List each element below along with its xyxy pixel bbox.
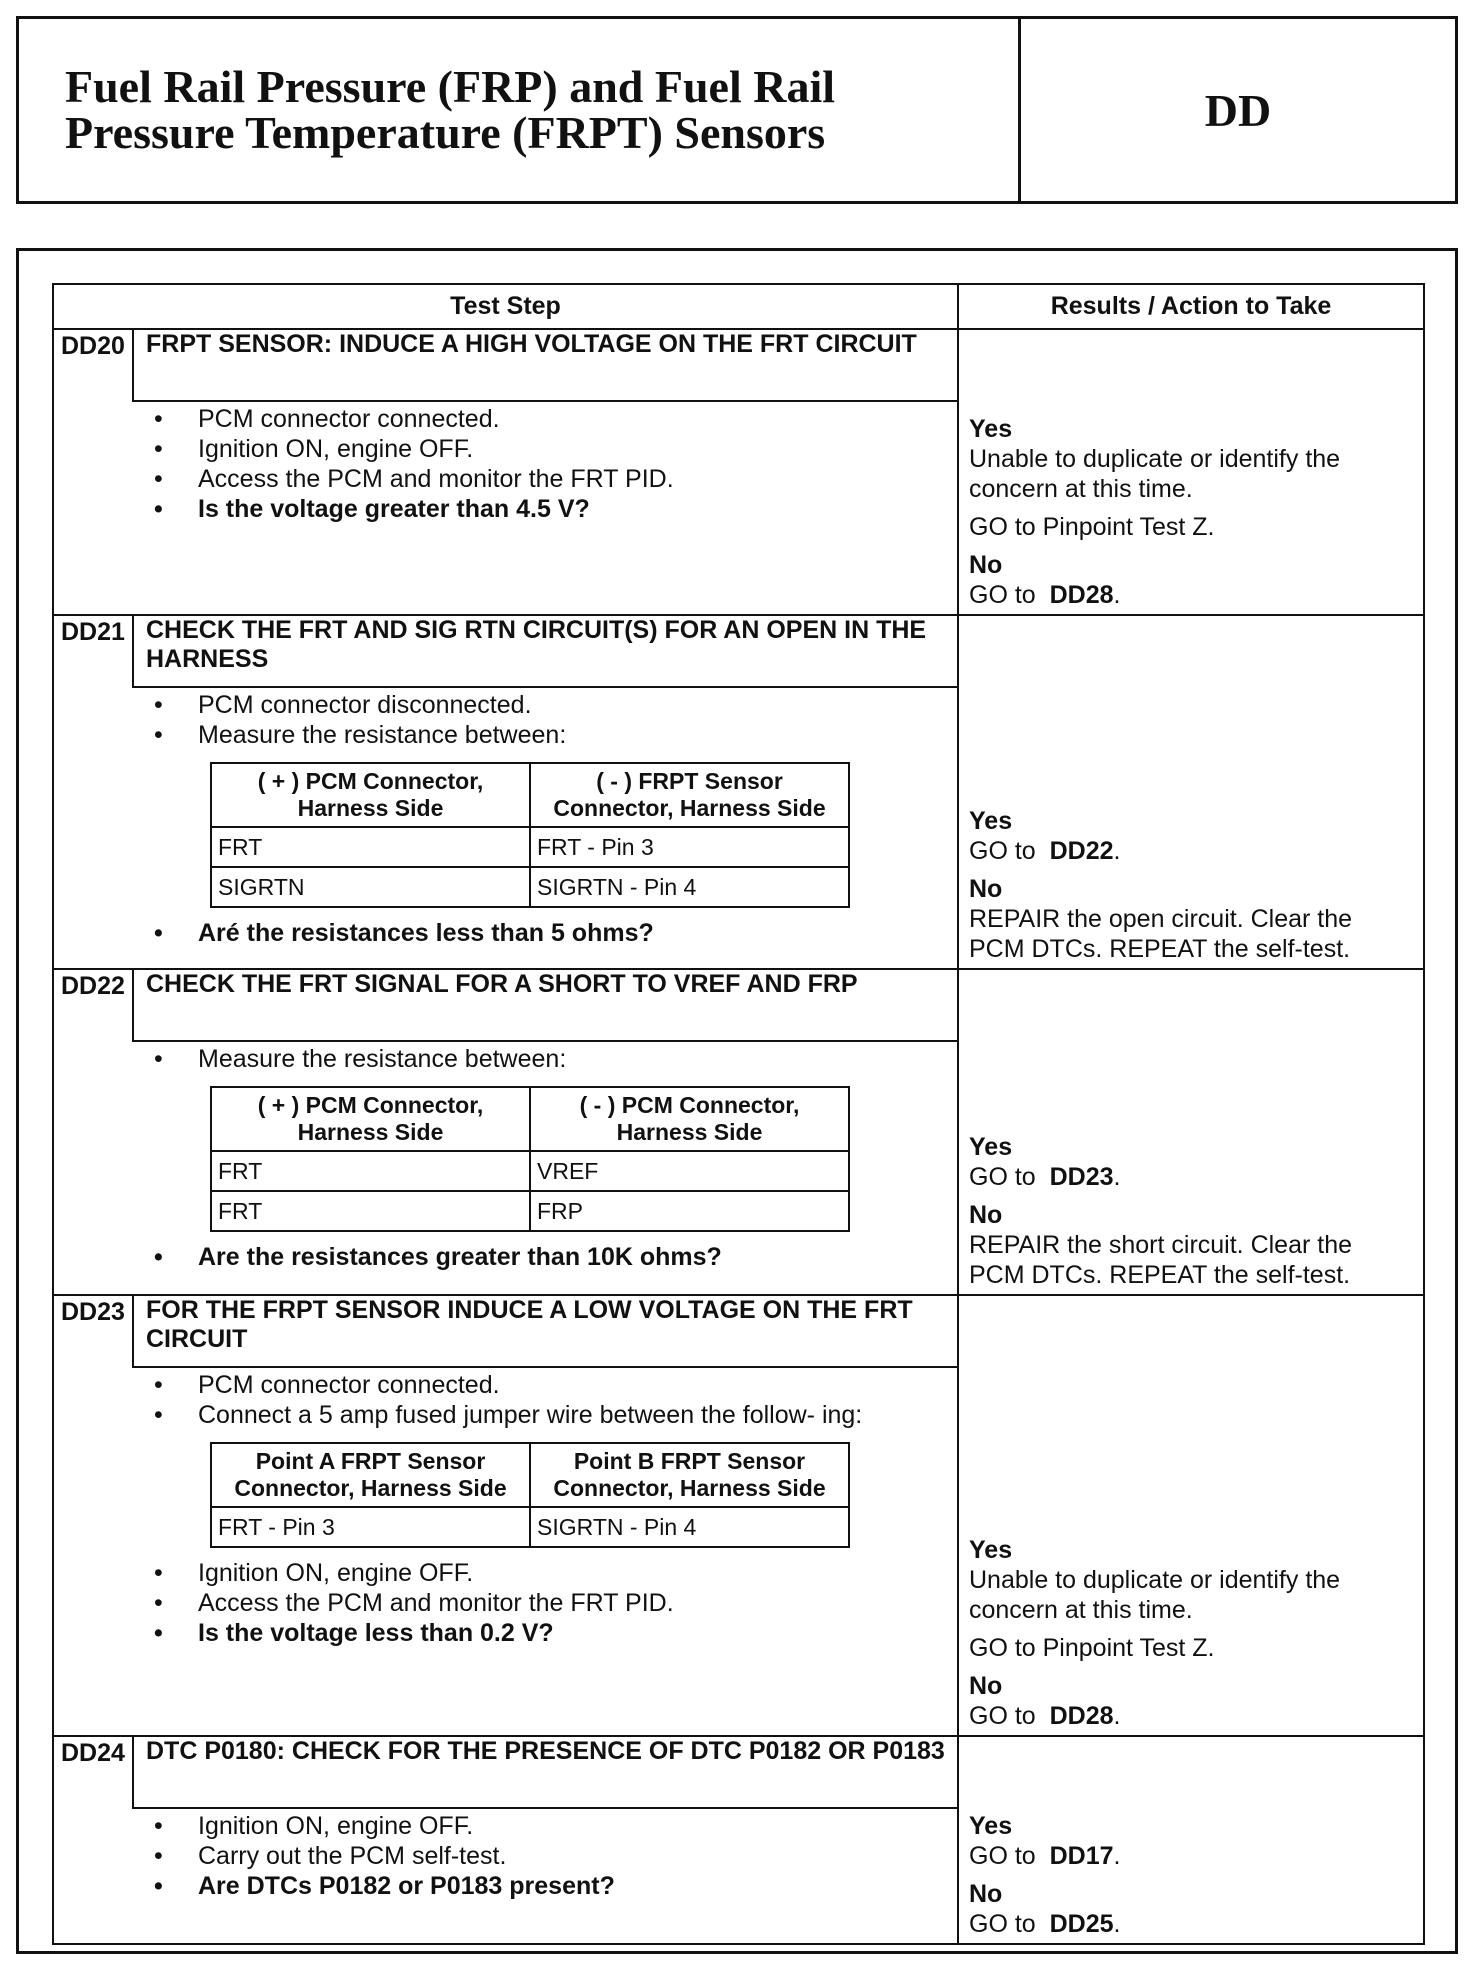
yes-action-ref: DD17: [1049, 1842, 1114, 1870]
yes-action-ref: DD22: [1049, 837, 1114, 865]
list-item: • Ignition ON, engine OFF.: [154, 1558, 957, 1588]
table-cell: FRP: [530, 1191, 849, 1231]
no-action-ref: DD28: [1049, 581, 1114, 609]
step-id: DD20: [54, 328, 134, 402]
no-action-suffix: .: [1113, 1910, 1121, 1938]
test-step-table: [52, 283, 1425, 1945]
yes-text: Unable to duplicate or identify the concern at this time.: [969, 1566, 1341, 1624]
table-cell: FRT: [211, 1191, 530, 1231]
yes-text: Unable to duplicate or identify the concern at this time.: [969, 445, 1341, 503]
results-cell: [959, 968, 1423, 1294]
no-label: No: [969, 1201, 1003, 1229]
no-action-suffix: .: [1113, 581, 1121, 609]
step-body: [54, 1042, 957, 1294]
table-cell: SIGRTN: [211, 867, 530, 907]
table-row: [211, 827, 849, 867]
no-text: REPAIR the open circuit. Clear the PCM DTCs. REPEAT the self-test.: [969, 905, 1353, 963]
section-code: DD: [1204, 84, 1272, 136]
results-cell: [959, 614, 1423, 968]
test-step-column-header: Test Step: [54, 285, 959, 328]
step-id: DD22: [54, 968, 134, 1042]
step-heading: FOR THE FRPT SENSOR INDUCE A LOW VOLTAGE ON THE FRT CIRCUIT: [134, 1294, 957, 1368]
step-question-list: [154, 1242, 957, 1272]
no-action-suffix: .: [1113, 1702, 1121, 1730]
table-header-row: [54, 285, 1423, 330]
step-dd21: [54, 614, 1423, 970]
column-header: ( + ) PCM Connector, Harness Side: [211, 1087, 530, 1151]
step-dd22: [54, 968, 1423, 1296]
table-row: [211, 867, 849, 907]
step-question: • Are the resistances greater than 10K ohms?: [154, 1242, 957, 1272]
results-cell: [959, 1294, 1423, 1735]
step-question: • Aré the resistances less than 5 ohms?: [154, 918, 957, 948]
table-cell: FRT - Pin 3: [530, 827, 849, 867]
table-row: [211, 1191, 849, 1231]
step-body: [54, 1368, 957, 1735]
page-header: [16, 16, 1458, 204]
measurement-table: [210, 762, 850, 908]
test-step-cell: [54, 1294, 959, 1735]
no-action-prefix: GO to: [969, 1910, 1036, 1938]
page-title: [19, 19, 1021, 201]
table-header-row: [211, 1087, 849, 1151]
no-label: No: [969, 1880, 1003, 1908]
no-action-ref: DD25: [1049, 1910, 1114, 1938]
column-header: Point B FRPT Sensor Connector, Harness Side: [530, 1443, 849, 1507]
column-header: ( - ) FRPT Sensor Connector, Harness Side: [530, 763, 849, 827]
yes-label: Yes: [969, 1133, 1013, 1161]
column-header: Point A FRPT Sensor Connector, Harness Side: [211, 1443, 530, 1507]
yes-action-prefix: GO to: [969, 1842, 1036, 1870]
results-column-header: Results / Action to Take: [1050, 292, 1332, 320]
step-body: [54, 1809, 957, 1943]
test-step-cell: [54, 968, 959, 1294]
step-question-list: [154, 918, 957, 948]
step-heading: CHECK THE FRT SIGNAL FOR A SHORT TO VREF AND FRP: [134, 968, 957, 1042]
table-row: [211, 1151, 849, 1191]
page-title-line-1: Fuel Rail Pressure (FRP) and Fuel Rail: [65, 61, 836, 112]
table-cell: FRT: [211, 827, 530, 867]
test-step-cell: [54, 614, 959, 968]
step-bullet-list: [154, 1811, 957, 1901]
no-action: [969, 580, 1413, 610]
table-row: [211, 1507, 849, 1547]
step-bullet-list: [154, 1044, 957, 1074]
step-bullet-list-after: [154, 1558, 957, 1648]
jumper-table: [210, 1442, 850, 1548]
no-label: No: [969, 875, 1003, 903]
yes-action-ref: DD23: [1049, 1163, 1114, 1191]
yes-action-prefix: GO to: [969, 837, 1036, 865]
list-item: • PCM connector connected.: [154, 1370, 894, 1400]
yes-label: Yes: [969, 1536, 1013, 1564]
results-cell: [959, 328, 1423, 614]
step-body: [54, 402, 957, 614]
list-item: • Ignition ON, engine OFF.: [154, 434, 957, 464]
step-dd24: [54, 1735, 1423, 1943]
list-item: • PCM connector connected.: [154, 404, 957, 434]
no-action: [969, 1909, 1413, 1939]
step-body: [54, 688, 957, 968]
yes-action: GO to DD22.: [969, 837, 1121, 865]
yes-label: Yes: [969, 415, 1013, 443]
step-id: DD23: [54, 1294, 134, 1368]
no-action-prefix: GO to: [969, 1702, 1036, 1730]
yes-action: GO to DD23.: [969, 1163, 1121, 1191]
no-action-ref: DD28: [1049, 1702, 1114, 1730]
step-question: • Are DTCs P0182 or P0183 present?: [154, 1871, 957, 1901]
no-label: No: [969, 1672, 1003, 1700]
list-item: • Measure the resistance between:: [154, 720, 957, 750]
no-action-prefix: GO to: [969, 581, 1036, 609]
no-text: REPAIR the short circuit. Clear the PCM DTCs. REPEAT the self-test.: [969, 1231, 1353, 1289]
table-header-row: [211, 763, 849, 827]
yes-label: Yes: [969, 807, 1013, 835]
measurement-table: [210, 1086, 850, 1232]
yes-action: GO to Pinpoint Test Z.: [969, 513, 1215, 541]
list-item: • Ignition ON, engine OFF.: [154, 1811, 957, 1841]
step-bullet-list: [154, 1370, 894, 1430]
table-cell: VREF: [530, 1151, 849, 1191]
yes-action: GO to DD17.: [969, 1842, 1121, 1870]
list-item: • Access the PCM and monitor the FRT PID.: [154, 1588, 957, 1618]
test-step-cell: [54, 1735, 959, 1943]
step-bullet-list: [154, 404, 957, 524]
table-header-row: [211, 1443, 849, 1507]
step-dd23: [54, 1294, 1423, 1737]
yes-action-prefix: GO to: [969, 1163, 1036, 1191]
step-heading: CHECK THE FRT AND SIG RTN CIRCUIT(S) FOR AN OPEN IN THE HARNESS: [134, 614, 957, 688]
no-label: No: [969, 551, 1003, 579]
step-dd20: [54, 328, 1423, 616]
results-cell: [959, 1735, 1423, 1943]
table-cell: FRT - Pin 3: [211, 1507, 530, 1547]
column-header: ( + ) PCM Connector, Harness Side: [211, 763, 530, 827]
test-step-cell: [54, 328, 959, 614]
no-action: [969, 1701, 1413, 1731]
column-header: ( - ) PCM Connector, Harness Side: [530, 1087, 849, 1151]
page-title-line-2: Pressure Temperature (FRPT) Sensors: [65, 107, 826, 158]
step-question: • Is the voltage greater than 4.5 V?: [154, 494, 957, 524]
step-question: • Is the voltage less than 0.2 V?: [154, 1618, 957, 1648]
table-cell: SIGRTN - Pin 4: [530, 1507, 849, 1547]
table-cell: FRT: [211, 1151, 530, 1191]
list-item: • Connect a 5 amp fused jumper wire between the follow- ing:: [154, 1400, 894, 1430]
step-heading: DTC P0180: CHECK FOR THE PRESENCE OF DTC P0182 OR P0183: [134, 1735, 957, 1809]
table-cell: SIGRTN - Pin 4: [530, 867, 849, 907]
yes-action: GO to Pinpoint Test Z.: [969, 1634, 1215, 1662]
step-bullet-list: [154, 690, 957, 750]
list-item: • Measure the resistance between:: [154, 1044, 957, 1074]
step-id: DD21: [54, 614, 134, 688]
yes-label: Yes: [969, 1812, 1013, 1840]
step-id: DD24: [54, 1735, 134, 1809]
list-item: • PCM connector disconnected.: [154, 690, 957, 720]
step-heading: FRPT SENSOR: INDUCE A HIGH VOLTAGE ON THE FRT CIRCUIT: [134, 328, 957, 402]
list-item: • Carry out the PCM self-test.: [154, 1841, 957, 1871]
list-item: • Access the PCM and monitor the FRT PID.: [154, 464, 957, 494]
